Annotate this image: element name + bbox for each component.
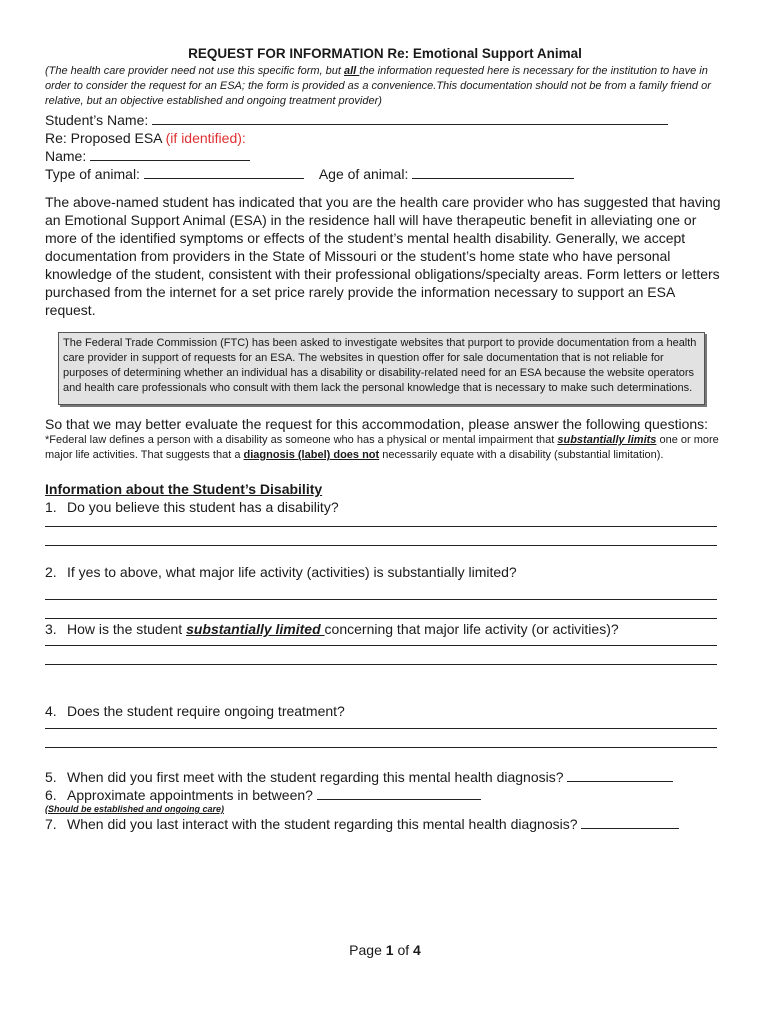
federal-law-note <box>45 433 725 463</box>
question-7-text: When did you last interact with the student regarding this mental health diagnosis? <box>67 816 578 832</box>
name-row <box>45 147 725 165</box>
intro-note-text: (The health care provider need not use this specific form, but <box>45 65 344 77</box>
question-1 <box>45 498 725 516</box>
question-2 <box>45 563 725 581</box>
student-name-label: Student’s Name: <box>45 112 149 128</box>
footer-page-word: Page <box>349 942 382 958</box>
question-3-text-rest: concerning that major life activity (or activities)? <box>324 621 619 637</box>
provider-paragraph: The above-named student has indicated that you are the health care provider who has suggested that having an Emotional Support Animal (ESA) in the residence hall will have therapeutic benefit in alleviating one or more of the identified symptoms or effects of the student’s mental health disability. Generally, we accept documentation from providers in the State of Missouri or the student’s home state who have personal knowledge of the student, consistent with their professional obligations/specialty areas. Form letters or letters purchased from the internet for a set price rarely provide the information necessary to support an ESA request. <box>45 194 721 318</box>
federal-note-end: necessarily equate with a disability (substantial limitation). <box>379 449 664 461</box>
footer-of-word: of <box>397 942 410 958</box>
student-name-row <box>45 111 725 129</box>
animal-name-field[interactable] <box>90 147 250 161</box>
proposed-esa-row <box>45 129 725 147</box>
question-4-text: Does the student require ongoing treatment? <box>67 703 345 719</box>
question-5-number: 5. <box>45 769 57 785</box>
animal-type-age-row <box>45 165 725 183</box>
question-3 <box>45 620 725 638</box>
section-heading: Information about the Student’s Disability <box>45 481 323 497</box>
type-of-animal-field[interactable] <box>144 165 304 179</box>
question-6 <box>45 786 725 804</box>
federal-note-emphasis-2: diagnosis (label) does not <box>243 449 380 461</box>
question-2-number: 2. <box>45 564 57 580</box>
age-of-animal-field[interactable] <box>412 165 574 179</box>
question-3-emphasis: substantially limited <box>186 621 325 637</box>
question-6-note: (Should be established and ongoing care) <box>45 804 225 814</box>
first-meet-field[interactable] <box>567 768 673 782</box>
footer-page-number: 1 <box>385 942 394 958</box>
question-6-number: 6. <box>45 787 57 803</box>
name-label: Name: <box>45 148 87 164</box>
last-interact-field[interactable] <box>581 815 679 829</box>
proposed-esa-label: Re: Proposed ESA <box>45 130 162 146</box>
question-5-text: When did you first meet with the student regarding this mental health diagnosis? <box>67 769 564 785</box>
type-of-animal-label: Type of animal: <box>45 166 140 182</box>
question-1-text: Do you believe this student has a disability? <box>67 499 339 515</box>
federal-note-emphasis-1: substantially limits <box>557 434 657 446</box>
ftc-notice-box: The Federal Trade Commission (FTC) has been asked to investigate websites that purport to provide documentation from a health care provider in support of requests for an ESA. The websites in question offer for sale documentation that is not reliable for purposes of determining whether an individual has a disability or disability-related need for an ESA because the website operators and health care professionals who consult with them lack the personal knowledge that is necessary to make such determinations. <box>58 332 705 405</box>
question-7-number: 7. <box>45 816 57 832</box>
intro-note <box>45 64 725 109</box>
intro-note-emphasis: all <box>344 65 360 77</box>
form-page <box>45 46 725 833</box>
question-3-text: How is the student <box>67 621 187 637</box>
form-title: REQUEST FOR INFORMATION Re: Emotional Support Animal <box>188 46 582 61</box>
question-1-number: 1. <box>45 499 57 515</box>
question-7 <box>45 815 725 833</box>
intro-note-text-rest: the information requested here is necessary for the institution to have in order to consider the request for an ESA; the form is provided as a convenience.This documentation should not be from a family friend or relative, but an objective established and ongoing treatment provider) <box>45 65 711 107</box>
student-name-field[interactable] <box>152 111 668 125</box>
if-identified-label: (if identified): <box>165 130 246 146</box>
federal-note-middle: one or more major life activities. That suggests that a <box>45 434 719 461</box>
question-4 <box>45 702 725 720</box>
age-of-animal-label: Age of animal: <box>318 166 409 182</box>
appointments-field[interactable] <box>317 786 481 800</box>
question-6-text: Approximate appointments in between? <box>67 787 313 803</box>
question-2-text: If yes to above, what major life activity (activities) is substantially limited? <box>67 564 517 580</box>
federal-note-text: *Federal law defines a person with a disability as someone who has a physical or mental impairment that <box>45 434 558 446</box>
footer-page-total: 4 <box>413 942 421 958</box>
page-footer <box>0 942 770 958</box>
question-5 <box>45 768 725 786</box>
evaluate-intro: So that we may better evaluate the request for this accommodation, please answer the following questions: <box>45 416 709 432</box>
question-3-number: 3. <box>45 621 57 637</box>
question-4-number: 4. <box>45 703 57 719</box>
